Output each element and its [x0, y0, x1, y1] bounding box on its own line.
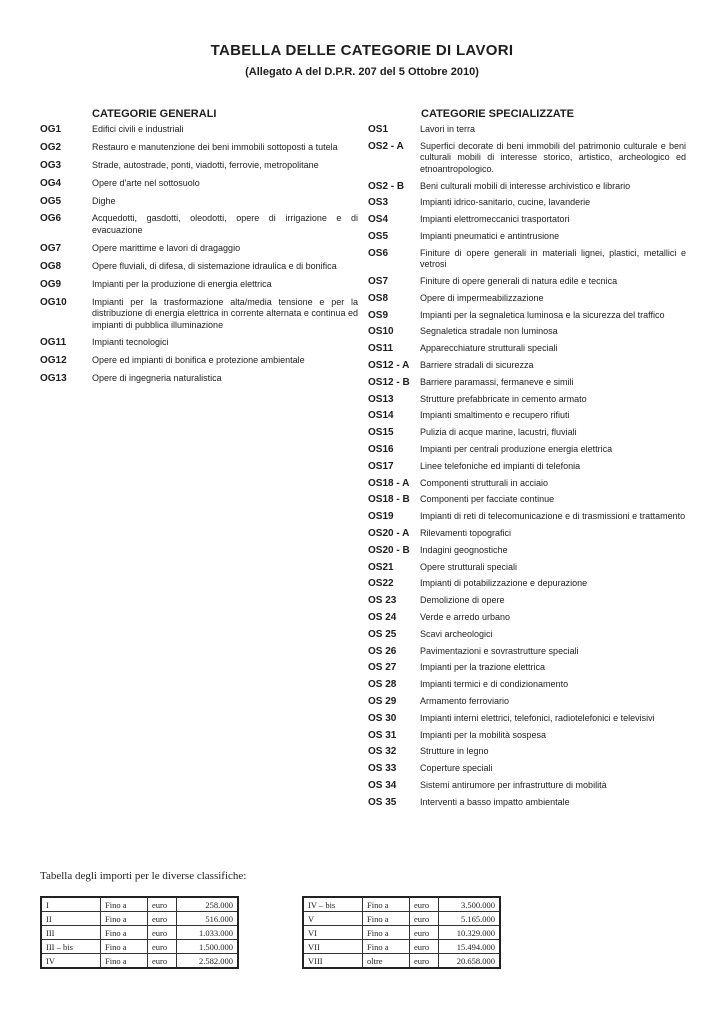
limit-type-cell: Fino a	[363, 897, 410, 912]
specialized-category-code: OS8	[368, 292, 389, 304]
amount-cell: 516.000	[177, 912, 239, 926]
specialized-category-description: Linee telefoniche ed impianti di telefonia	[420, 460, 581, 471]
classification-row	[41, 897, 238, 912]
classification-row	[303, 940, 500, 954]
specialized-category-description: Impianti elettromeccanici trasportatori	[420, 214, 570, 225]
specialized-category-code: OS13	[368, 393, 394, 405]
specialized-category-description: Armamento ferroviario	[420, 696, 510, 706]
general-category-row	[40, 178, 358, 190]
specialized-category-row	[368, 248, 686, 271]
amount-cell: 3.500.000	[439, 897, 501, 912]
general-category-row	[40, 355, 358, 367]
specialized-category-description: Barriere paramassi, fermaneve e simili	[420, 376, 574, 387]
specialized-category-row	[368, 679, 686, 691]
general-category-code: OG7	[40, 242, 62, 254]
currency-cell: euro	[148, 897, 177, 912]
specialized-category-row	[368, 427, 686, 439]
specialized-category-code: OS 31	[368, 729, 397, 741]
limit-type-cell: Fino a	[101, 897, 148, 912]
currency-cell: euro	[410, 954, 439, 969]
class-level-cell: IV	[41, 954, 101, 969]
currency-cell: euro	[410, 912, 439, 926]
general-category-description: Impianti per la produzione di energia elettrica	[92, 278, 272, 289]
class-level-cell: V	[303, 912, 363, 926]
specialized-category-row	[368, 197, 686, 209]
specialized-categories-heading: CATEGORIE SPECIALIZZATE	[421, 108, 574, 120]
amount-cell: 20.658.000	[439, 954, 501, 969]
specialized-category-code: OS4	[368, 214, 389, 226]
limit-type-cell: Fino a	[101, 912, 148, 926]
specialized-category-description: Finiture di opere generali di natura edile e tecnica	[420, 276, 618, 287]
specialized-category-code: OS9	[368, 309, 389, 321]
specialized-category-description: Coperture speciali	[420, 763, 493, 774]
specialized-category-code: OS17	[368, 460, 394, 472]
specialized-category-row	[368, 494, 686, 506]
limit-type-cell: Fino a	[363, 940, 410, 954]
specialized-category-row	[368, 214, 686, 226]
specialized-category-row	[368, 377, 686, 389]
specialized-category-row	[368, 124, 686, 136]
specialized-category-description: Impianti interni elettrici, telefonici, radiotelefonici e televisivi	[420, 712, 655, 723]
limit-type-cell: Fino a	[363, 926, 410, 940]
general-category-row	[40, 261, 358, 273]
specialized-category-description: Segnaletica stradale non luminosa	[420, 326, 558, 337]
general-category-code: OG1	[40, 124, 62, 135]
specialized-category-row	[368, 730, 686, 742]
general-category-description: Impianti per la trasformazione alta/media tensione e per la distribuzione di energia elettrica in corrente alternata e continua ed impianti di pubblica illuminazione	[92, 296, 358, 330]
specialized-category-code: OS 34	[368, 779, 397, 791]
general-category-row	[40, 213, 358, 236]
general-category-code: OG10	[40, 296, 67, 308]
classification-row	[303, 926, 500, 940]
specialized-categories-list	[368, 124, 686, 814]
specialized-category-row	[368, 461, 686, 473]
currency-cell: euro	[410, 940, 439, 954]
specialized-category-code: OS 30	[368, 712, 397, 724]
specialized-category-description: Demolizione di opere	[420, 595, 505, 606]
specialized-category-row	[368, 310, 686, 322]
amount-cell: 5.165.000	[439, 912, 501, 926]
specialized-category-code: OS20 - B	[368, 544, 410, 556]
general-category-row	[40, 279, 358, 291]
specialized-category-code: OS3	[368, 197, 389, 209]
specialized-category-row	[368, 797, 686, 809]
specialized-category-description: Lavori in terra	[420, 124, 476, 134]
specialized-category-row	[368, 696, 686, 708]
specialized-category-code: OS5	[368, 230, 389, 242]
class-level-cell: VII	[303, 940, 363, 954]
specialized-category-description: Impianti di potabilizzazione e depurazione	[420, 578, 588, 589]
specialized-category-row	[368, 181, 686, 193]
classification-row	[303, 912, 500, 926]
classification-row	[41, 954, 238, 969]
specialized-category-row	[368, 511, 686, 523]
general-category-description: Opere marittime e lavori di dragaggio	[92, 242, 241, 253]
general-category-code: OG12	[40, 355, 67, 367]
specialized-category-code: OS 23	[368, 595, 397, 607]
specialized-category-code: OS18 - A	[368, 477, 410, 489]
general-category-code: OG3	[40, 159, 62, 171]
general-category-code: OG4	[40, 177, 62, 189]
general-categories-list	[40, 124, 358, 391]
amount-cell: 10.329.000	[439, 926, 501, 940]
amount-cell: 1.500.000	[177, 940, 239, 954]
currency-cell: euro	[148, 912, 177, 926]
specialized-category-row	[368, 746, 686, 758]
general-category-row	[40, 297, 358, 332]
specialized-category-description: Impianti pneumatici e antintrusione	[420, 230, 560, 241]
specialized-category-code: OS19	[368, 511, 394, 523]
classification-caption: Tabella degli importi per le diverse classifiche:	[40, 870, 247, 882]
specialized-category-row	[368, 141, 686, 176]
general-category-description: Dighe	[92, 195, 116, 206]
class-level-cell: VIII	[303, 954, 363, 969]
general-category-description: Opere di ingegneria naturalistica	[92, 373, 222, 384]
general-category-code: OG9	[40, 278, 62, 290]
specialized-category-row	[368, 763, 686, 775]
general-category-description: Acquedotti, gasdotti, oleodotti, opere di irrigazione e di evacuazione	[92, 213, 358, 235]
specialized-category-row	[368, 394, 686, 406]
general-category-description: Restauro e manutenzione dei beni immobili sottoposti a tutela	[92, 141, 338, 152]
specialized-category-code: OS15	[368, 427, 394, 439]
specialized-category-code: OS 35	[368, 796, 397, 808]
general-category-row	[40, 196, 358, 208]
specialized-category-description: Beni culturali mobili di interesse archivistico e librario	[420, 180, 631, 191]
general-category-description: Impianti tecnologici	[92, 337, 169, 348]
specialized-category-description: Interventi a basso impatto ambientale	[420, 796, 570, 807]
amount-cell: 1.033.000	[177, 926, 239, 940]
specialized-category-description: Impianti per la mobilità sospesa	[420, 729, 547, 740]
specialized-category-code: OS18 - B	[368, 494, 410, 506]
amount-cell: 2.582.000	[177, 954, 239, 969]
specialized-category-description: Barriere stradali di sicurezza	[420, 360, 534, 371]
general-category-code: OG11	[40, 337, 67, 349]
specialized-category-description: Rilevamenti topografici	[420, 528, 512, 539]
class-level-cell: VI	[303, 926, 363, 940]
specialized-category-description: Strutture in legno	[420, 746, 489, 757]
specialized-category-description: Indagini geognostiche	[420, 544, 508, 555]
general-category-code: OG5	[40, 195, 62, 207]
specialized-category-description: Impianti idrico-sanitario, cucine, lavanderie	[420, 197, 591, 208]
specialized-category-row	[368, 595, 686, 607]
currency-cell: euro	[148, 926, 177, 940]
currency-cell: euro	[410, 897, 439, 912]
specialized-category-description: Finiture di opere generali in materiali lignei, plastici, metallici e vetrosi	[420, 247, 686, 270]
specialized-category-description: Impianti termici e di condizionamento	[420, 679, 569, 690]
general-category-row	[40, 373, 358, 385]
amount-cell: 15.494.000	[439, 940, 501, 954]
classification-table-right	[302, 896, 501, 969]
classification-row	[41, 926, 238, 940]
specialized-category-code: OS6	[368, 247, 389, 259]
specialized-category-description: Apparecchiature strutturali speciali	[420, 343, 558, 354]
general-category-description: Opere d'arte nel sottosuolo	[92, 177, 200, 188]
specialized-category-code: OS20 - A	[368, 528, 410, 540]
specialized-category-row	[368, 713, 686, 725]
specialized-category-row	[368, 562, 686, 574]
general-category-row	[40, 124, 358, 136]
class-level-cell: IV – bis	[303, 897, 363, 912]
specialized-category-row	[368, 326, 686, 338]
specialized-category-code: OS7	[368, 276, 389, 288]
classification-row	[303, 897, 500, 912]
specialized-category-code: OS2 - B	[368, 180, 405, 192]
limit-type-cell: oltre	[363, 954, 410, 969]
general-category-row	[40, 160, 358, 172]
general-category-row	[40, 337, 358, 349]
class-level-cell: I	[41, 897, 101, 912]
classification-row	[41, 912, 238, 926]
specialized-category-description: Pulizia di acque marine, lacustri, fluviali	[420, 427, 577, 438]
general-category-code: OG2	[40, 141, 62, 153]
specialized-category-code: OS 29	[368, 696, 397, 707]
specialized-category-row	[368, 444, 686, 456]
specialized-category-code: OS 28	[368, 679, 397, 691]
limit-type-cell: Fino a	[101, 926, 148, 940]
limit-type-cell: Fino a	[101, 940, 148, 954]
specialized-category-description: Impianti smaltimento e recupero rifiuti	[420, 410, 570, 421]
specialized-category-description: Componenti per facciate continue	[420, 494, 555, 505]
specialized-category-code: OS12 - A	[368, 360, 410, 372]
specialized-category-code: OS 32	[368, 746, 397, 758]
specialized-category-code: OS 25	[368, 628, 397, 640]
general-category-description: Edifici civili e industriali	[92, 124, 184, 134]
currency-cell: euro	[148, 940, 177, 954]
specialized-category-code: OS10	[368, 326, 394, 338]
general-category-code: OG13	[40, 373, 67, 385]
general-category-description: Strade, autostrade, ponti, viadotti, ferrovie, metropolitane	[92, 159, 319, 170]
general-category-code: OG6	[40, 213, 62, 225]
specialized-category-description: Impianti di reti di telecomunicazione e di trasmissioni e trattamento	[420, 511, 686, 522]
specialized-category-row	[368, 528, 686, 540]
classification-table-left	[40, 896, 239, 969]
specialized-category-code: OS 27	[368, 662, 397, 674]
specialized-category-row	[368, 276, 686, 288]
specialized-category-row	[368, 629, 686, 641]
specialized-category-row	[368, 545, 686, 557]
general-category-row	[40, 142, 358, 154]
limit-type-cell: Fino a	[363, 912, 410, 926]
class-level-cell: II	[41, 912, 101, 926]
limit-type-cell: Fino a	[101, 954, 148, 969]
specialized-category-description: Opere di impermeabilizzazione	[420, 292, 544, 303]
general-category-row	[40, 243, 358, 255]
specialized-category-description: Opere strutturali speciali	[420, 561, 518, 572]
specialized-category-code: OS 33	[368, 763, 397, 775]
specialized-category-row	[368, 780, 686, 792]
specialized-category-code: OS1	[368, 124, 389, 135]
amount-cell: 258.000	[177, 897, 239, 912]
specialized-category-row	[368, 410, 686, 422]
specialized-category-description: Scavi archeologici	[420, 628, 493, 639]
specialized-category-description: Componenti strutturali in acciaio	[420, 477, 549, 488]
specialized-category-description: Strutture prefabbricate in cemento armato	[420, 393, 587, 404]
specialized-category-row	[368, 578, 686, 590]
specialized-category-row	[368, 662, 686, 674]
specialized-category-description: Superfici decorate di beni immobili del patrimonio culturale e beni culturali mobili di interesse storico, artistico, archeologico ed etnoantropologico.	[420, 140, 686, 174]
class-level-cell: III – bis	[41, 940, 101, 954]
currency-cell: euro	[410, 926, 439, 940]
specialized-category-row	[368, 478, 686, 490]
specialized-category-code: OS12 - B	[368, 376, 410, 388]
specialized-category-code: OS11	[368, 343, 394, 355]
specialized-category-code: OS22	[368, 578, 394, 590]
specialized-category-row	[368, 646, 686, 658]
specialized-category-row	[368, 612, 686, 624]
currency-cell: euro	[148, 954, 177, 969]
page-title: TABELLA DELLE CATEGORIE DI LAVORI	[210, 42, 514, 59]
specialized-category-row	[368, 293, 686, 305]
specialized-category-description: Impianti per la trazione elettrica	[420, 662, 546, 673]
specialized-category-description: Pavimentazioni e sovrastrutture speciali	[420, 645, 579, 656]
classification-row	[303, 954, 500, 969]
specialized-category-row	[368, 231, 686, 243]
specialized-category-description: Verde e arredo urbano	[420, 612, 511, 623]
specialized-category-description: Sistemi antirumore per infrastrutture di mobilità	[420, 779, 607, 790]
class-level-cell: III	[41, 926, 101, 940]
general-category-code: OG8	[40, 260, 62, 272]
specialized-category-code: OS21	[368, 561, 394, 573]
general-category-description: Opere fluviali, di difesa, di sistemazione idraulica e di bonifica	[92, 260, 337, 271]
page-subtitle: (Allegato A del D.P.R. 207 del 5 Ottobre 2010)	[245, 66, 479, 78]
specialized-category-code: OS 24	[368, 612, 397, 624]
specialized-category-code: OS16	[368, 444, 394, 456]
classification-row	[41, 940, 238, 954]
specialized-category-row	[368, 360, 686, 372]
specialized-category-code: OS2 - A	[368, 140, 404, 152]
specialized-category-code: OS 26	[368, 645, 397, 657]
general-category-description: Opere ed impianti di bonifica e protezione ambientale	[92, 355, 305, 366]
general-categories-heading: CATEGORIE GENERALI	[92, 108, 217, 120]
specialized-category-code: OS14	[368, 410, 394, 422]
specialized-category-description: Impianti per centrali produzione energia elettrica	[420, 444, 613, 455]
specialized-category-description: Impianti per la segnaletica luminosa e la sicurezza del traffico	[420, 309, 665, 320]
specialized-category-row	[368, 343, 686, 355]
